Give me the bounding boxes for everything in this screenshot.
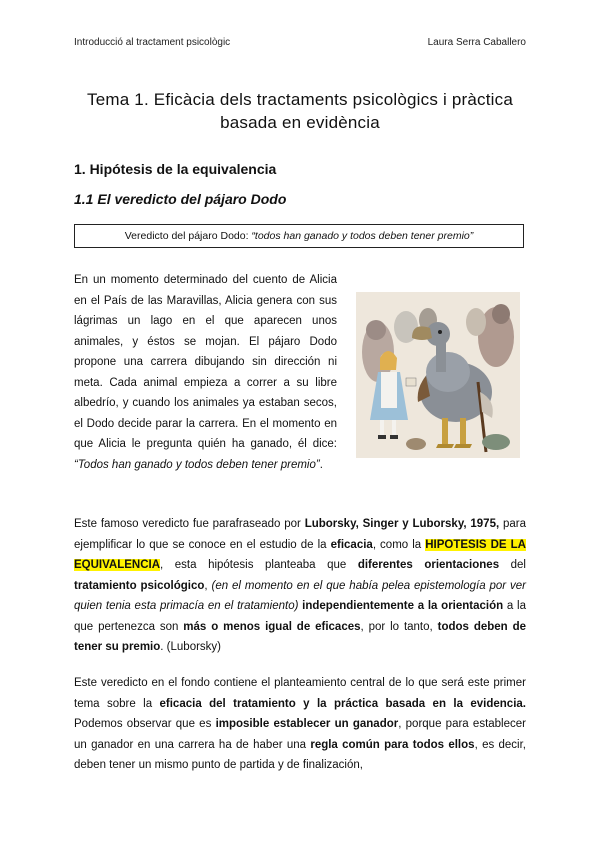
running-header-right: Laura Serra Caballero [427, 37, 526, 48]
dodo-bird-illustration [356, 292, 520, 458]
quote-prefix: Veredicto del pájaro Dodo: [124, 230, 252, 242]
section-heading: 1. Hipótesis de la equivalencia [74, 161, 277, 177]
paragraph-central-approach: Este veredicto en el fondo contiene el planteamiento central de lo que será este primer tema sobre la eficacia del tratamiento y la práctica basada en la evidencia. Podemos observar que es imposible establecer un ganador, porque para establecer un ganador en una carrera ha de haber una regla común para todos ellos, es decir, deben tener un mismo punto de partida y de finalización, [74, 677, 527, 771]
running-header-left: Introducció al tractament psicològic [74, 37, 231, 48]
quote-box [74, 224, 524, 248]
paragraph-alice-story: En un momento determinado del cuento de Alicia en el País de las Maravillas, Alicia genera con sus lágrimas un lago en el que aparecen unos animales, y éstos se mojan. El pájaro Dodo propone una carrera dibujando sin dirección ni meta. Cada animal empieza a correr a su libre albedrío, y cuando los animales ya estaban secos, el Dodo decide parar la carrera. En el momento en que Alicia le pregunta quién ha ganado, él dice: “Todos han ganado y todos deben tener premio”. [74, 274, 337, 471]
dodo-quote: “Todos han ganado y todos deben tener premio” [74, 458, 320, 471]
subsection-heading: 1.1 El veredicto del pájaro Dodo [74, 191, 287, 207]
paragraph-luborsky: Este famoso veredicto fue parafraseado por Luborsky, Singer y Luborsky, 1975, para ejemplificar lo que se conoce en el estudio de la eficacia, como la HIPOTESIS DE LA EQUIVALENCIA, esta hipótesis planteaba que diferentes orientaciones del tratamiento psicológico, (en el momento en el que había pelea epistemología por ver quien tenia esta primacía en el tratamiento) independientemente a la orientación a la que pertenezca son más o menos igual de eficaces, por lo tanto, todos deben de tener su premio. (Luborsky) [74, 518, 526, 653]
highlighted-hypothesis: HIPOTESIS DE LA EQUIVALENCIA [74, 538, 526, 571]
quote-text: “todos han ganado y todos deben tener premio” [251, 230, 474, 242]
chapter-title: Tema 1. Eficàcia dels tractaments psicològics i pràctica basada en evidència [87, 90, 513, 132]
